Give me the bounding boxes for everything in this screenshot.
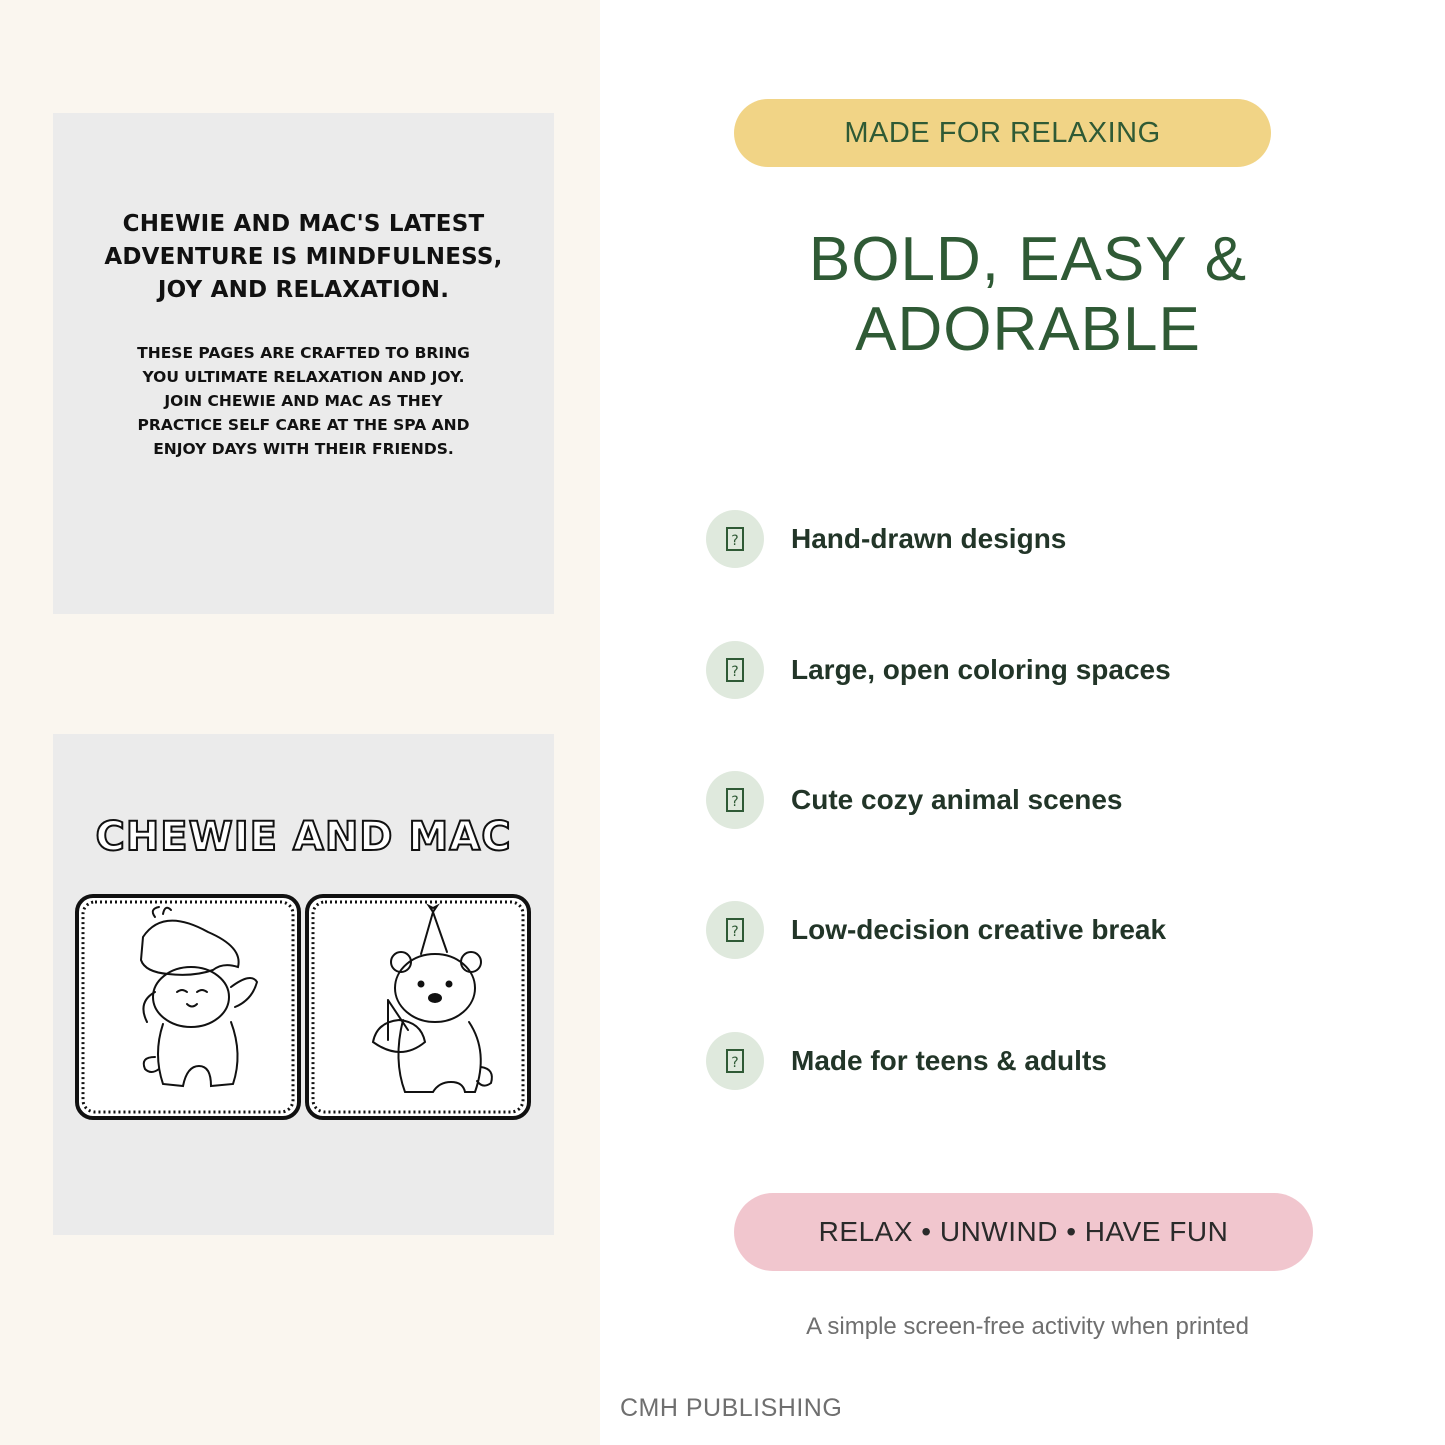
svg-text:?: ?: [731, 533, 739, 549]
preview-page-card: [53, 734, 554, 1235]
feature-label: Cute cozy animal scenes: [791, 784, 1123, 815]
feature-label: Hand-drawn designs: [791, 523, 1067, 554]
feature-item: [706, 510, 1066, 568]
preview-title: CHEWIE AND MAC: [95, 814, 512, 860]
bookmark-icon: [706, 641, 764, 699]
feature-label: Made for teens & adults: [791, 1045, 1107, 1076]
bookmark-icon: [706, 510, 764, 568]
svg-text:?: ?: [731, 664, 739, 680]
feature-item: [706, 771, 1122, 829]
headline: BOLD, EASY & ADORABLE: [808, 225, 1248, 364]
feature-label: Low-decision creative break: [791, 914, 1167, 945]
subnote: A simple screen-free activity when printed: [806, 1313, 1249, 1340]
frame-right: [307, 896, 529, 1118]
svg-text:?: ?: [731, 1055, 739, 1071]
coloring-illustration: [73, 892, 533, 1124]
brand-label: CMH PUBLISHING: [620, 1394, 843, 1422]
feature-item: [706, 1032, 1107, 1090]
left-panel: [0, 0, 600, 1445]
bookmark-icon: [706, 771, 764, 829]
cta-pill: RELAX • UNWIND • HAVE FUN: [734, 1193, 1313, 1271]
svg-text:?: ?: [731, 794, 739, 810]
intro-body: THESE PAGES ARE CRAFTED TO BRING YOU ULTIMATE RELAXATION AND JOY. JOIN CHEWIE AND MAC AS THEY PRACTICE SELF CARE AT THE SPA AND ENJOY DAYS WITH THEIR FRIENDS.: [137, 344, 470, 458]
feature-item: [706, 641, 1171, 699]
intro-page-card: [53, 113, 554, 614]
intro-heading: CHEWIE AND MAC'S LATEST ADVENTURE IS MINDFULNESS, JOY AND RELAXATION.: [104, 211, 503, 303]
bookmark-icon: [706, 901, 764, 959]
feature-item: [706, 901, 1166, 959]
svg-text:?: ?: [731, 924, 739, 940]
bookmark-icon: [706, 1032, 764, 1090]
feature-label: Large, open coloring spaces: [791, 654, 1171, 685]
frame-left: [77, 896, 299, 1118]
tagline-pill: MADE FOR RELAXING: [734, 99, 1271, 167]
